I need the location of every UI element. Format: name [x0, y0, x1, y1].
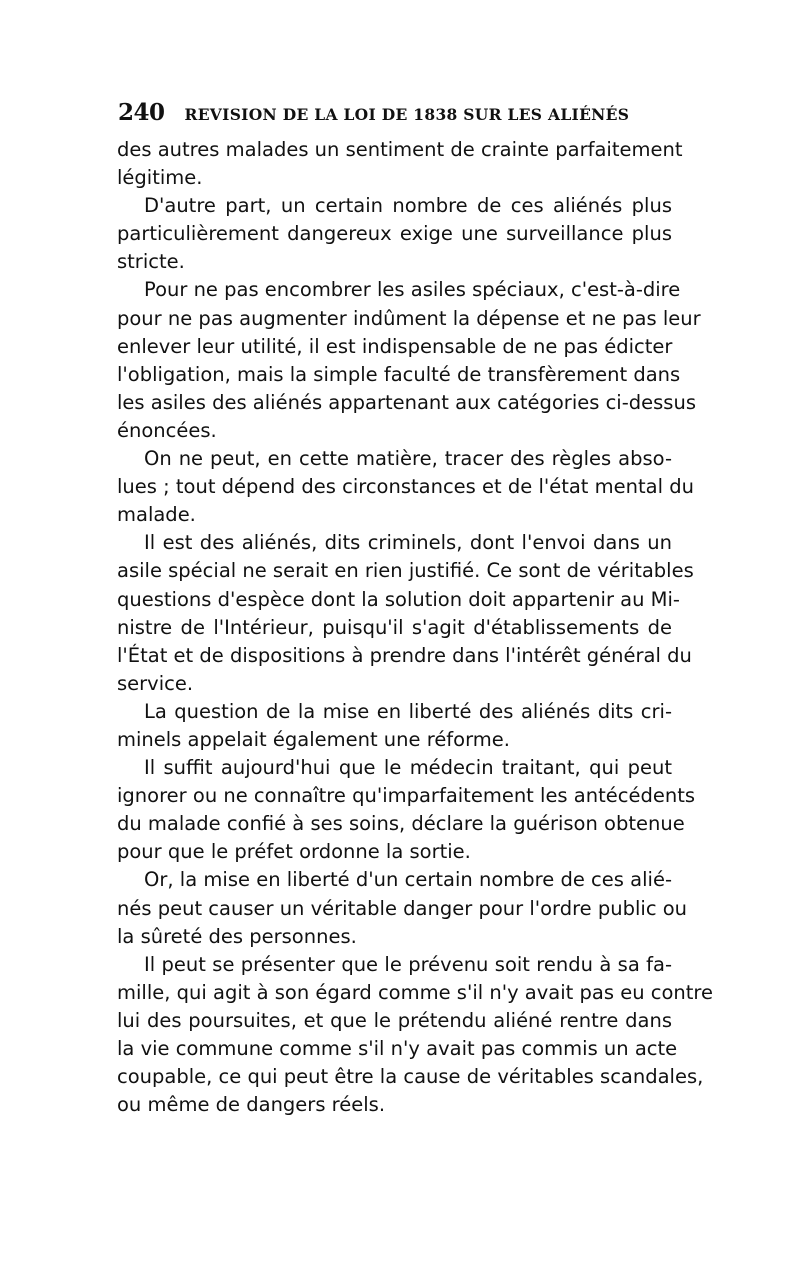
- text-line: ignorer ou ne connaître qu'imparfaitement les antécédents: [117, 784, 696, 808]
- text-line: des autres malades un sentiment de crainte parfaitement: [117, 138, 683, 161]
- text-line: mille, qui agit à son égard comme s'il n'y avait pas eu contre: [117, 980, 713, 1004]
- running-head-title: REVISION DE LA LOI DE 1838 SUR LES ALIÉNÉS: [184, 105, 630, 124]
- text-line: Il suffit aujourd'hui que le médecin traitant, qui peut: [144, 756, 672, 780]
- body-text: [117, 136, 713, 1119]
- text-line: Pour ne pas encombrer les asiles spéciaux, c'est-à-dire: [144, 278, 681, 302]
- text-line: ou même de dangers réels.: [117, 1093, 386, 1117]
- text-line: lui des poursuites, et que le prétendu aliéné rentre dans: [117, 1008, 672, 1032]
- text-line: nés peut causer un véritable danger pour l'ordre public ou: [117, 896, 688, 920]
- text-line: l'obligation, mais la simple faculté de transfèrement dans: [117, 362, 681, 386]
- text-line: particulièrement dangereux exige une surveillance plus: [117, 222, 672, 246]
- text-line: Il peut se présenter que le prévenu soit rendu à sa fa-: [144, 952, 672, 976]
- text-line: On ne peut, en cette matière, tracer des règles abso-: [144, 447, 672, 471]
- text-line: enlever leur utilité, il est indispensable de ne pas édicter: [117, 334, 673, 358]
- text-line: nistre de l'Intérieur, puisqu'il s'agit d'établissements de: [117, 615, 672, 639]
- text-line: pour ne pas augmenter indûment la dépense et ne pas leur: [117, 306, 701, 330]
- running-head: [118, 99, 678, 135]
- text-line: questions d'espèce dont la solution doit appartenir au Mi-: [117, 587, 680, 611]
- text-line: Or, la mise en liberté d'un certain nombre de ces alié-: [144, 868, 672, 892]
- text-line: minels appelait également une réforme.: [117, 727, 510, 751]
- text-line: La question de la mise en liberté des aliénés dits cri-: [144, 699, 672, 723]
- text-line: coupable, ce qui peut être la cause de véritables scandales,: [117, 1065, 704, 1089]
- text-line: la vie commune comme s'il n'y avait pas commis un acte: [117, 1037, 678, 1060]
- text-line: l'État et de dispositions à prendre dans l'intérêt général du: [117, 643, 692, 667]
- text-line: asile spécial ne serait en rien justifié. Ce sont de véritables: [117, 559, 694, 583]
- page-number: 240: [118, 99, 165, 126]
- text-line: stricte.: [117, 250, 185, 274]
- text-line: lues ; tout dépend des circonstances et de l'état mental du: [117, 475, 694, 499]
- text-line: D'autre part, un certain nombre de ces aliénés plus: [144, 194, 672, 218]
- text-line: Il est des aliénés, dits criminels, dont l'envoi dans un: [144, 531, 672, 555]
- text-line: malade.: [117, 503, 196, 527]
- text-line: la sûreté des personnes.: [117, 924, 357, 948]
- text-line: service.: [117, 671, 194, 695]
- text-line: pour que le préfet ordonne la sortie.: [117, 840, 471, 864]
- text-line: les asiles des aliénés appartenant aux catégories ci-dessus: [117, 390, 696, 414]
- text-line: énoncées.: [117, 418, 217, 442]
- text-line: du malade confié à ses soins, déclare la guérison obtenue: [117, 812, 685, 836]
- text-line: légitime.: [117, 166, 203, 190]
